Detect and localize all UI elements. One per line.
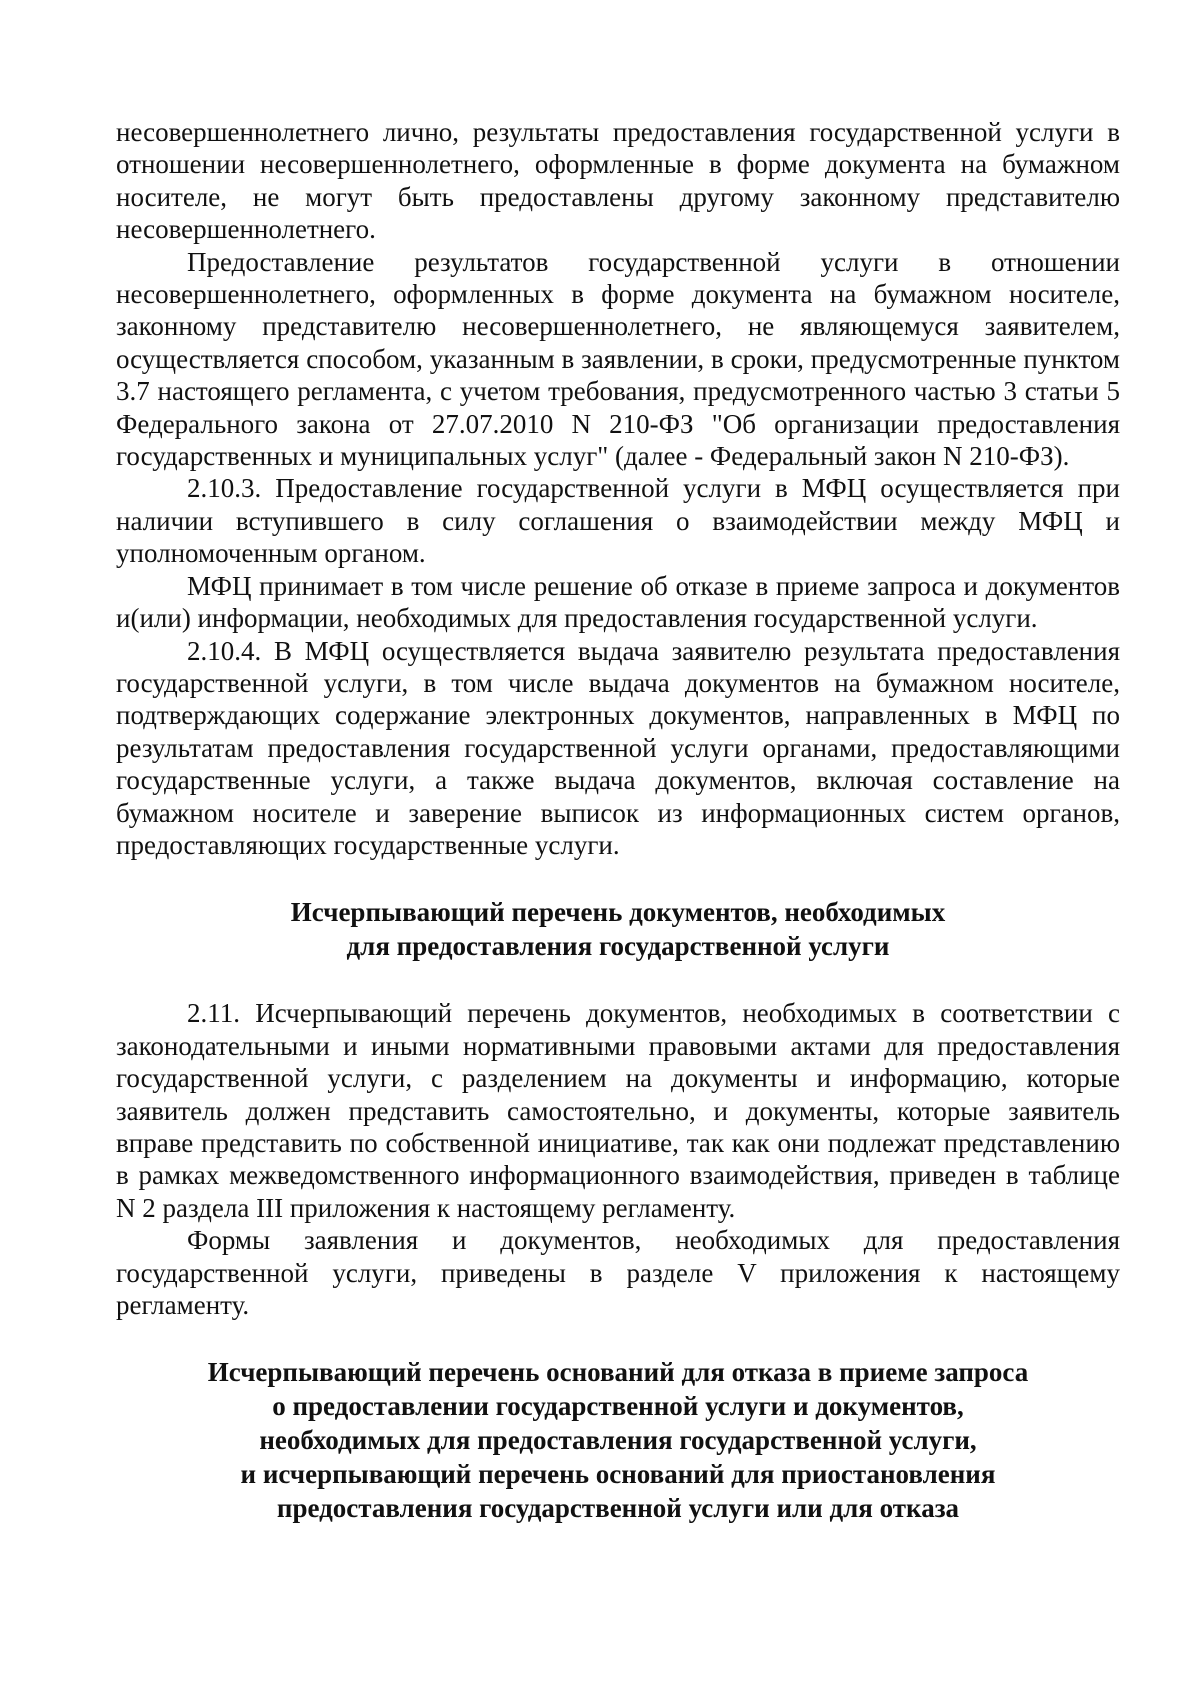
paragraph-2-10-4: 2.10.4. В МФЦ осуществляется выдача заявителю результата предоставления государственной услуги, в том числе выдача документов на бумажном носителе, подтверждающих содержание электронных документов, направленных в МФЦ по результатам предоставления государственной услуги органами, предоставляющими государственные услуги, а также выдача документов, включая составление на бумажном носителе и заверение выписок из информационных систем органов, предоставляющих государственные услуги. [116,635,1120,860]
heading-line: и исчерпывающий перечень оснований для приостановления [240,1459,996,1490]
paragraph-continuation: несовершеннолетнего лично, результаты предоставления государственной услуги в отношении несовершеннолетнего, оформленные в форме документа на бумажном носителе, не могут быть предоставлены другому законному представителю несовершеннолетнего. [116,117,1120,245]
heading-line: о предоставлении государственной услуги и документов, [272,1391,964,1422]
heading-line: Исчерпывающий перечень оснований для отказа в приеме запроса [207,1357,1029,1388]
section-heading-documents [116,895,1120,963]
paragraph-results-delivery: Предоставление результатов государственной услуги в отношении несовершеннолетнего, оформленных в форме документа на бумажном носителе, законному представителю несовершеннолетнего, не являющемуся заявителем, осуществляется способом, указанным в заявлении, в сроки, предусмотренные пунктом 3.7 настоящего регламента, с учетом требования, предусмотренного частью 3 статьи 5 Федерального закона от 27.07.2010 N 210-ФЗ "Об организации предоставления государственных и муниципальных услуг" (далее - Федеральный закон N 210-ФЗ). [116,246,1120,472]
paragraph-mfc-decision: МФЦ принимает в том числе решение об отказе в приеме запроса и документов и(или) информации, необходимых для предоставления государственной услуги. [116,570,1120,634]
paragraph-2-10-3: 2.10.3. Предоставление государственной услуги в МФЦ осуществляется при наличии вступившего в силу соглашения о взаимодействии между МФЦ и уполномоченным органом. [116,473,1120,569]
section-heading-refusal-grounds [116,1355,1120,1525]
paragraph-forms: Формы заявления и документов, необходимых для предоставления государственной услуги, приведены в разделе V приложения к настоящему регламенту. [116,1225,1120,1320]
heading-line: необходимых для предоставления государственной услуги, [259,1425,977,1456]
heading-line: предоставления государственной услуги или для отказа [276,1493,960,1524]
heading-line: для предоставления государственной услуги [346,931,890,962]
paragraph-2-11: 2.11. Исчерпывающий перечень документов, необходимых в соответствии с законодательными и иными нормативными правовыми актами для предоставления государственной услуги, с разделением на документы и информацию, которые заявитель должен представить самостоятельно, и документы, которые заявитель вправе представить по собственной инициативе, так как они подлежат представлению в рамках межведомственного информационного взаимодействия, приведен в таблице N 2 раздела III приложения к настоящему регламенту. [116,998,1120,1223]
heading-line: Исчерпывающий перечень документов, необходимых [290,897,946,928]
